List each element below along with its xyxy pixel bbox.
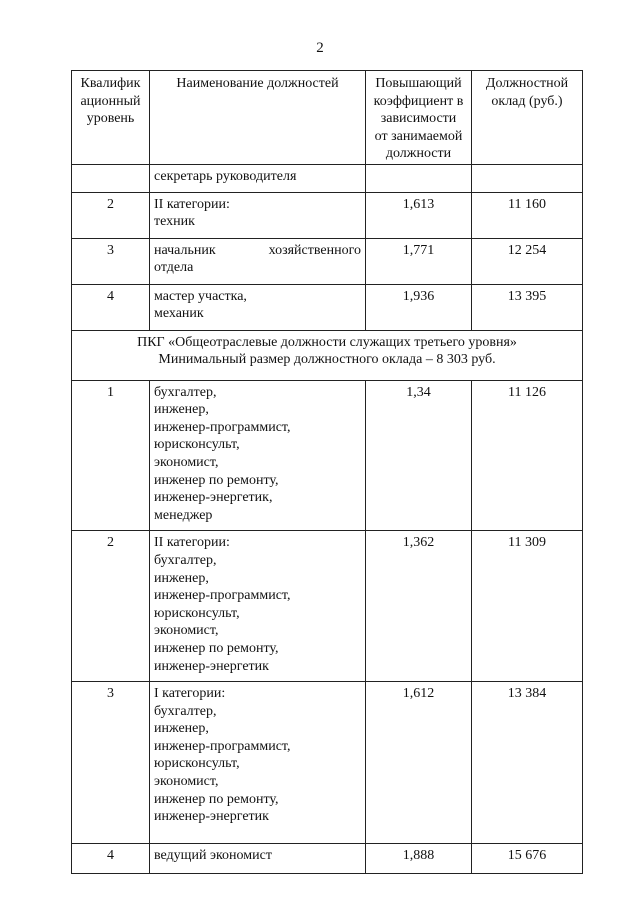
table-row: [72, 192, 583, 238]
group-min-salary: Минимальный размер должностного оклада – 8 303 руб.: [158, 352, 496, 368]
header-text: ационный: [80, 93, 141, 109]
header-text: уровень: [86, 111, 135, 127]
salary-cell: 12 254: [472, 238, 583, 284]
header-text: оклад (руб.): [491, 93, 563, 109]
position-name-line: секретарь руководителя: [154, 169, 297, 184]
position-name-line: экономист,: [154, 774, 219, 790]
group-section: [72, 330, 583, 380]
qualification-level-cell: 2: [72, 192, 150, 238]
header-coefficient: [366, 71, 472, 165]
header-salary: [472, 71, 583, 165]
position-name-line: инженер по ремонту,: [154, 791, 279, 807]
position-name-line: инженер-энергетик: [154, 658, 269, 674]
position-name-line: инженер-программист,: [154, 738, 291, 754]
position-name-line: инженер по ремонту,: [154, 472, 279, 488]
table-row: [72, 380, 583, 531]
position-name-cell: [150, 380, 366, 531]
position-name-line: инженер-программист,: [154, 419, 291, 435]
position-name-line: начальник хозяйственного: [154, 242, 361, 258]
position-name-line: экономист,: [154, 623, 219, 639]
coefficient-cell: 1,771: [366, 238, 472, 284]
header-text: зависимости: [380, 111, 457, 127]
salary-cell: 13 384: [472, 682, 583, 844]
position-name-cell: [150, 165, 366, 193]
salary-cell: 11 309: [472, 531, 583, 682]
qualification-level-cell: 3: [72, 238, 150, 284]
table-row: [72, 682, 583, 844]
position-name-cell: [150, 284, 366, 330]
table-body-top: [72, 165, 583, 331]
salary-cell: [472, 165, 583, 193]
position-name-line: отдела: [154, 260, 194, 276]
position-name-cell: [150, 844, 366, 874]
table-row: [72, 165, 583, 193]
qualification-level-cell: 3: [72, 682, 150, 844]
position-name-line: бухгалтер,: [154, 384, 217, 400]
table-row: [72, 238, 583, 284]
position-name-line: менеджер: [154, 507, 213, 523]
position-name-line: юрисконсульт,: [154, 437, 240, 453]
group-title: ПКГ «Общеотраслевые должности служащих третьего уровня»: [137, 334, 517, 350]
position-name-line: инженер-энергетик: [154, 809, 269, 825]
group-heading-cell: [72, 330, 583, 380]
qualification-level-cell: 2: [72, 531, 150, 682]
position-name-cell: [150, 238, 366, 284]
header-text: Наименование должностей: [176, 76, 339, 91]
position-name-line: инженер,: [154, 721, 209, 737]
header-text: должности: [385, 146, 452, 162]
header-qualification-level: [72, 71, 150, 165]
salary-table: [71, 70, 583, 874]
coefficient-cell: 1,936: [366, 284, 472, 330]
header-text: коэффициент в: [373, 93, 464, 109]
salary-cell: 11 160: [472, 192, 583, 238]
header-text: Повышающий: [375, 76, 462, 91]
header-text: Квалифик: [80, 76, 141, 91]
table-body-bottom: [72, 380, 583, 874]
coefficient-cell: 1,612: [366, 682, 472, 844]
position-name-line: инженер,: [154, 402, 209, 418]
salary-cell: 15 676: [472, 844, 583, 874]
salary-cell: 13 395: [472, 284, 583, 330]
table-header-row: [72, 71, 583, 165]
group-heading-row: [72, 330, 583, 380]
position-name-line: юрисконсульт,: [154, 605, 240, 621]
table-row: [72, 531, 583, 682]
position-name-line: инженер,: [154, 570, 209, 586]
position-name-line: мастер участка,: [154, 288, 247, 304]
position-name-line: инженер по ремонту,: [154, 640, 279, 656]
header-text: от занимаемой: [374, 128, 463, 144]
position-name-line: II категории:: [154, 535, 230, 551]
position-name-cell: [150, 531, 366, 682]
position-name-line: I категории:: [154, 686, 226, 702]
position-name-cell: [150, 682, 366, 844]
position-name-line: бухгалтер,: [154, 703, 217, 719]
position-name-line: бухгалтер,: [154, 552, 217, 568]
position-name-line: экономист,: [154, 454, 219, 470]
header-position-name: [150, 71, 366, 165]
table-row: [72, 844, 583, 874]
header-text: Должностной: [485, 76, 569, 91]
position-name-line: инженер-программист,: [154, 588, 291, 604]
position-name-line: юрисконсульт,: [154, 756, 240, 772]
coefficient-cell: 1,888: [366, 844, 472, 874]
coefficient-cell: 1,362: [366, 531, 472, 682]
qualification-level-cell: 1: [72, 380, 150, 531]
position-name-line: механик: [154, 306, 204, 322]
table-row: [72, 284, 583, 330]
position-name-line: II категории:: [154, 196, 230, 212]
coefficient-cell: [366, 165, 472, 193]
page-number: 2: [316, 40, 324, 56]
position-name-line: ведущий экономист: [154, 848, 272, 864]
qualification-level-cell: [72, 165, 150, 193]
qualification-level-cell: 4: [72, 284, 150, 330]
coefficient-cell: 1,34: [366, 380, 472, 531]
position-name-line: техник: [154, 214, 195, 230]
salary-cell: 11 126: [472, 380, 583, 531]
position-name-line: инженер-энергетик,: [154, 490, 273, 506]
coefficient-cell: 1,613: [366, 192, 472, 238]
qualification-level-cell: 4: [72, 844, 150, 874]
position-name-cell: [150, 192, 366, 238]
